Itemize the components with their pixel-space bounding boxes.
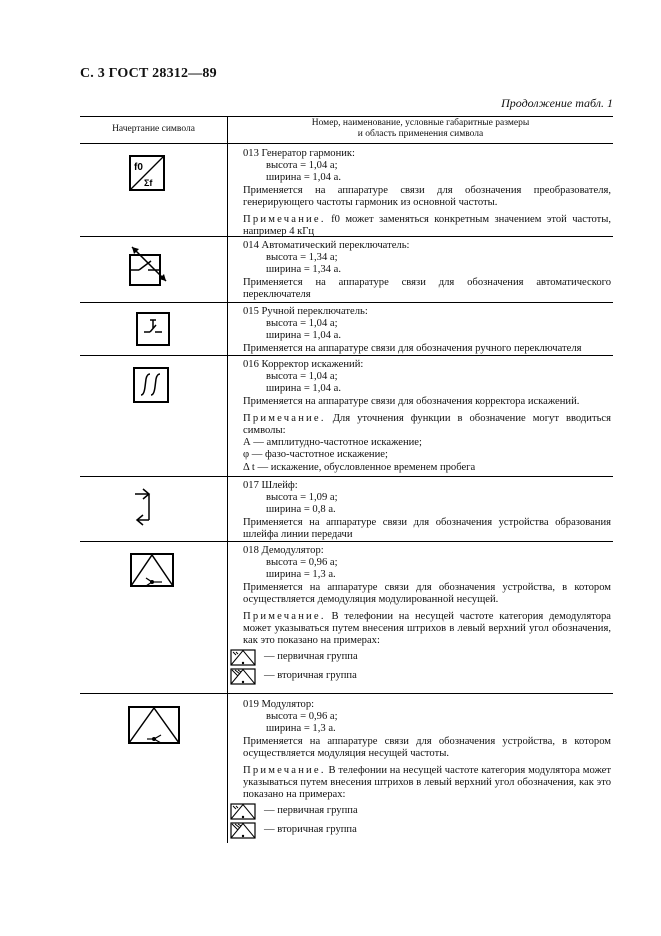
note-text: Для уточнения функции в обозначение могут вводиться символы: bbox=[243, 412, 611, 437]
example-label: — вторичная группа bbox=[264, 824, 357, 836]
row-height: высота = 0,96 а; bbox=[266, 557, 338, 569]
page-header: С. 3 ГОСТ 28312—89 bbox=[80, 66, 217, 81]
note-label: Примечание. bbox=[243, 214, 326, 226]
distortion-corrector-icon bbox=[133, 367, 169, 403]
example-label: — первичная группа bbox=[264, 651, 358, 663]
row-title: 018 Демодулятор: bbox=[243, 545, 324, 556]
note-item: А — амплитудно-частотное искажение; bbox=[243, 437, 422, 449]
row-divider bbox=[80, 476, 613, 477]
demodulator-primary-icon bbox=[230, 649, 256, 666]
column-divider bbox=[227, 116, 228, 843]
demodulator-secondary-icon bbox=[230, 668, 256, 685]
column-header-symbol bbox=[80, 124, 227, 135]
table-row-017 bbox=[243, 480, 611, 541]
row-usage: Применяется на аппаратуре связи для обозначения устройства образования шлейфа линии передачи bbox=[243, 516, 611, 540]
note-item: Δ t — искажение, обусловленное временем пробега bbox=[243, 461, 476, 473]
row-width: ширина = 1,3 а. bbox=[266, 723, 336, 735]
row-width: ширина = 1,04 а. bbox=[266, 172, 341, 184]
row-width: ширина = 0,8 а. bbox=[266, 504, 336, 516]
row-height: высота = 1,09 а; bbox=[266, 492, 338, 504]
column-header-description bbox=[228, 118, 613, 140]
column-header-symbol-text: Начертание символа bbox=[112, 124, 195, 134]
row-note bbox=[243, 413, 611, 437]
row-note bbox=[243, 611, 611, 648]
row-usage: Применяется на аппаратуре связи для обозначения автоматического переключателя bbox=[243, 276, 611, 300]
row-note bbox=[243, 765, 611, 802]
example-secondary-group bbox=[230, 667, 611, 686]
note-text: f0 может заменяться конкретным значением этой частоты, например 4 кГц bbox=[243, 214, 611, 238]
note-label: Примечание. bbox=[243, 611, 326, 623]
modulator-secondary-icon bbox=[230, 822, 256, 839]
table-row-014 bbox=[243, 240, 611, 301]
note-text: В телефонии на несущей частоте категория модулятора может указываться путем внесения штрихов в левый верхний угол обозначения, как это показано на примерах: bbox=[243, 765, 611, 801]
row-divider bbox=[80, 302, 613, 303]
automatic-switch-icon bbox=[126, 243, 174, 291]
table-row-015 bbox=[243, 306, 611, 355]
row-height: высота = 0,96 а; bbox=[266, 711, 338, 723]
row-title: 015 Ручной переключатель: bbox=[243, 306, 368, 317]
column-header-line: Номер, наименование, условные габаритные размеры bbox=[311, 118, 530, 128]
example-secondary-group bbox=[230, 821, 611, 840]
harmonic-generator-icon bbox=[129, 155, 165, 191]
table-header-rule bbox=[80, 143, 613, 144]
harmonic-generator-label-bottom: Σf bbox=[144, 178, 153, 188]
row-title: 017 Шлейф: bbox=[243, 480, 298, 491]
row-title: 016 Корректор искажений: bbox=[243, 359, 364, 370]
demodulator-icon bbox=[129, 552, 175, 588]
loop-icon bbox=[133, 486, 163, 528]
row-usage: Применяется на аппаратуре связи для обозначения устройства, в котором осуществляется демодуляция модулированной несущей. bbox=[243, 581, 611, 605]
row-usage: Применяется на аппаратуре связи для обозначения преобразователя, генерирующего частоты гармоник из основной частоты. bbox=[243, 184, 611, 208]
example-label: — вторичная группа bbox=[264, 670, 357, 682]
modulator-icon bbox=[127, 705, 181, 745]
note-label: Примечание. bbox=[243, 412, 326, 424]
table-row-013 bbox=[243, 148, 611, 238]
row-divider bbox=[80, 541, 613, 542]
note-item: φ — фазо-частотное искажение; bbox=[243, 449, 388, 461]
row-height: высота = 1,04 а; bbox=[266, 371, 338, 383]
row-title: 014 Автоматический переключатель: bbox=[243, 240, 410, 251]
row-height: высота = 1,04 а; bbox=[266, 318, 338, 330]
row-height: высота = 1,34 а; bbox=[266, 252, 338, 264]
example-primary-group bbox=[230, 802, 611, 821]
table-row-018 bbox=[243, 545, 611, 686]
column-header-line: и область применения символа bbox=[357, 129, 484, 139]
table-continuation-label: Продолжение табл. 1 bbox=[501, 96, 613, 110]
table-row-019 bbox=[243, 699, 611, 840]
row-note bbox=[243, 214, 611, 238]
row-width: ширина = 1,34 а. bbox=[266, 264, 341, 276]
row-usage: Применяется на аппаратуре связи для обозначения корректора искажений. bbox=[243, 395, 580, 407]
table-row-016 bbox=[243, 359, 611, 474]
row-divider bbox=[80, 693, 613, 694]
row-width: ширина = 1,04 а. bbox=[266, 383, 341, 395]
modulator-primary-icon bbox=[230, 803, 256, 820]
row-width: ширина = 1,04 а. bbox=[266, 330, 341, 342]
row-usage: Применяется на аппаратуре связи для обозначения устройства, в котором осуществляется модуляция несущей частоты. bbox=[243, 735, 611, 759]
row-title: 013 Генератор гармоник: bbox=[243, 148, 355, 159]
row-height: высота = 1,04 а; bbox=[266, 160, 338, 172]
row-width: ширина = 1,3 а. bbox=[266, 569, 336, 581]
harmonic-generator-label-top: f0 bbox=[134, 162, 143, 173]
row-usage: Применяется на аппаратуре связи для обозначения ручного переключателя bbox=[243, 342, 582, 354]
note-text: В телефонии на несущей частоте категория демодулятора может указываться путем внесения штрихов в левый верхний угол обозначения, как это показано на примерах: bbox=[243, 611, 611, 647]
table-top-rule bbox=[80, 116, 613, 117]
row-title: 019 Модулятор: bbox=[243, 699, 315, 710]
manual-switch-icon bbox=[136, 312, 170, 346]
example-primary-group bbox=[230, 648, 611, 667]
note-label: Примечание. bbox=[243, 765, 326, 777]
example-label: — первичная группа bbox=[264, 805, 358, 817]
row-divider bbox=[80, 355, 613, 356]
